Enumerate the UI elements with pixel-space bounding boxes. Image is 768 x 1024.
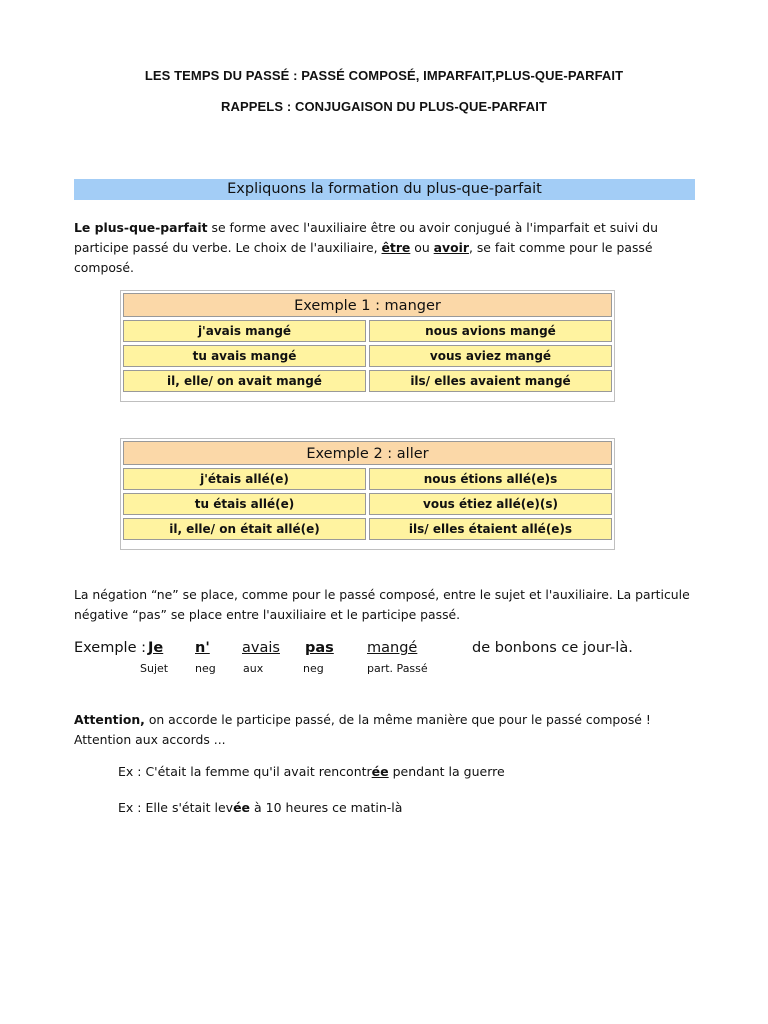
agreement-example-2 [118,800,402,815]
attention-paragraph [74,710,694,750]
table-cell: il, elle/ on était allé(e) [123,518,366,540]
table-cell: tu étais allé(e) [123,493,366,515]
example-sublabel: neg [303,662,324,675]
document-subtitle: RAPPELS : CONJUGAISON DU PLUS-QUE-PARFAIT [221,99,547,114]
table-row [123,320,612,342]
example-sublabel: aux [243,662,264,675]
example-label: Exemple : [74,640,146,656]
table-cell: j'avais mangé [123,320,366,342]
intro-text-a: se forme avec l'auxiliaire être ou avoir conjugué à l'imparfait et suivi du participe passé du verbe. Le choix de l'auxiliaire, [74,220,658,255]
table-cell: ils/ elles étaient allé(e)s [369,518,612,540]
table-cell: j'étais allé(e) [123,468,366,490]
table-row [123,468,612,490]
table-row [123,518,612,540]
table-cell: vous aviez mangé [369,345,612,367]
example-word-pas: pas [305,640,334,656]
table-cell: nous avions mangé [369,320,612,342]
intro-text-c: , se fait comme pour le passé composé. [74,240,653,275]
example-word-subject: Je [148,640,164,656]
table-row [123,493,612,515]
example-rest: de bonbons ce jour-là. [472,640,633,656]
example-word-participle: mangé [367,640,418,656]
table-header: Exemple 2 : aller [123,441,612,465]
document-title: LES TEMPS DU PASSÉ : PASSÉ COMPOSÉ, IMPARFAIT,PLUS-QUE-PARFAIT [144,68,624,83]
example-text: à 10 heures ce matin-là [250,800,403,815]
agreement-example-1 [118,764,505,779]
example-sublabel: part. Passé [367,662,428,675]
table-row [123,345,612,367]
conjugation-table-aller [120,438,615,550]
example-text: Ex : C'était la femme qu'il avait rencontr [118,764,372,779]
example-ending: ée [371,764,389,779]
conjugation-table-manger [120,290,615,402]
attention-text: on accorde le participe passé, de la même manière que pour le passé composé ! Attention aux accords ... [74,712,651,747]
table-cell: nous étions allé(e)s [369,468,612,490]
intro-text-b: ou [410,240,434,255]
intro-paragraph [74,218,694,278]
attention-term: Attention, [74,712,145,727]
example-sublabel: neg [195,662,216,675]
example-word-ne: n' [195,640,210,656]
intro-avoir: avoir [433,240,469,255]
example-ending: ée [233,800,251,815]
example-text: pendant la guerre [388,764,505,779]
negation-example [74,640,694,680]
table-cell: vous étiez allé(e)(s) [369,493,612,515]
section-banner: Expliquons la formation du plus-que-parfait [74,179,695,200]
table-header: Exemple 1 : manger [123,293,612,317]
table-cell: ils/ elles avaient mangé [369,370,612,392]
example-sublabel: Sujet [140,662,169,675]
example-word-aux: avais [242,640,280,656]
intro-term: Le plus-que-parfait [74,220,208,235]
negation-paragraph: La négation “ne” se place, comme pour le passé composé, entre le sujet et l'auxiliaire. La particule négative “pas” se place entre l'auxiliaire et le participe passé. [74,587,690,622]
table-cell: il, elle/ on avait mangé [123,370,366,392]
intro-etre: être [381,240,411,255]
table-cell: tu avais mangé [123,345,366,367]
table-row [123,370,612,392]
example-text: Ex : Elle s'était lev [118,800,234,815]
